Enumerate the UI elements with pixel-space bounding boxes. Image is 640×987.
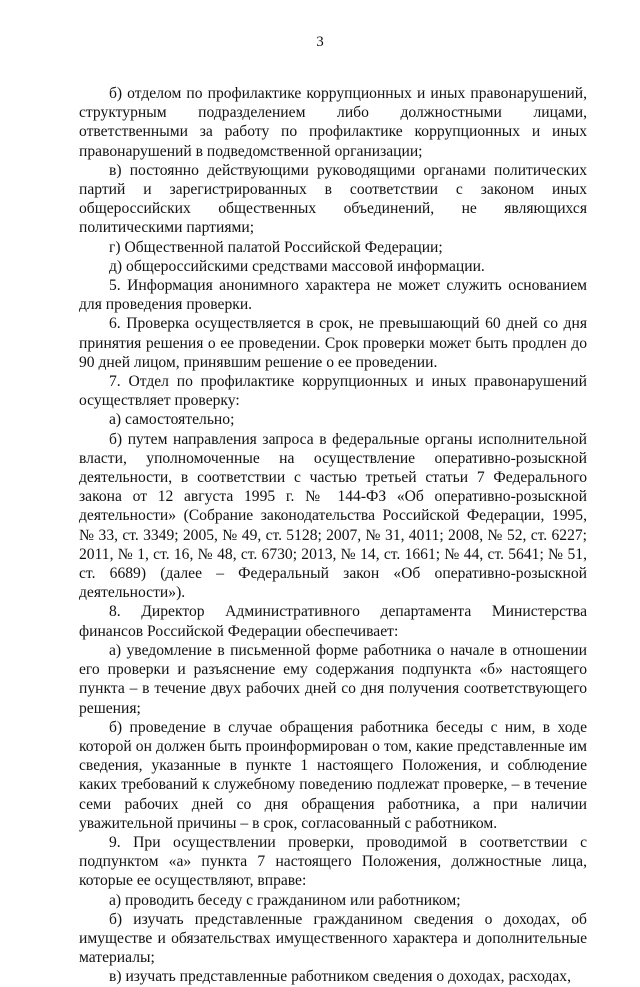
paragraph: 9. При осуществлении проверки, проводимой в соответствии с подпунктом «а» пункта 7 настоящего Положения, должностные лица, которые ее осуществляют, вправе: [79, 833, 587, 890]
paragraph: 7. Отдел по профилактике коррупционных и иных правонарушений осуществляет проверку: [79, 373, 587, 410]
paragraph: 8. Директор Административного департамента Министерства финансов Российской Федерации обеспечивает: [79, 603, 587, 640]
paragraph: б) проведение в случае обращения работника беседы с ним, в ходе которой он должен быть проинформирован о том, какие представленные им сведения, указанные в пункте 1 настоящего Положения, и соблюдение каких требований к служебному поведению подлежат проверке, – в течение семи рабочих дней со дня обращения работника, а при наличии уважительной причины – в срок, согласованный с работником. [79, 718, 587, 832]
paragraph: в) изучать представленные работником сведения о доходах, расходах, [109, 968, 571, 986]
paragraph: д) общероссийскими средствами массовой информации. [109, 257, 485, 275]
paragraph: г) Общественной палатой Российской Федерации; [109, 238, 443, 256]
paragraph: б) путем направления запроса в федеральные органы исполнительной власти, уполномоченные на осуществление оперативно-розыскной деятельности, в соответствии с частью третьей статьи 7 Федерального закона от 12 августа 1995 г. № 144-ФЗ «Об оперативно-розыскной деятельности» (Собрание законодательства Российской Федерации, 1995, № 33, ст. 3349; 2005, № 49, ст. 5128; 2007, № 31, 4011; 2008, № 52, ст. 6227; 2011, № 1, ст. 16, № 48, ст. 6730; 2013, № 14, ст. 1661; № 44, ст. 5641; № 51, ст. 6689) (далее – Федеральный закон «Об оперативно-розыскной деятельности»). [79, 430, 587, 602]
paragraph: 6. Проверка осуществляется в срок, не превышающий 60 дней со дня принятия решения о ее проведении. Срок проверки может быть продлен до 90 дней лицом, принявшим решение о ее проведении. [79, 315, 587, 371]
paragraph: б) изучать представленные гражданином сведения о доходах, об имуществе и обязательствах имущественного характера и дополнительные материалы; [79, 910, 587, 967]
paragraph: а) уведомление в письменной форме работника о начале в отношении его проверки и разъяснение ему содержания подпункта «б» настоящего пункта – в течение двух рабочих дней со дня получения соответствующего решения; [79, 641, 587, 717]
paragraph: 5. Информация анонимного характера не может служить основанием для проведения проверки. [79, 277, 587, 314]
paragraph: а) проводить беседу с гражданином или работником; [109, 891, 461, 909]
document-body [79, 84, 587, 987]
paragraph: в) постоянно действующими руководящими органами политических партий и зарегистрированных в соответствии с законом иных общероссийских общественных объединений, не являющихся политическими партиями; [79, 161, 587, 237]
page-number: 3 [316, 34, 324, 50]
paragraph: б) отделом по профилактике коррупционных и иных правонарушений, структурным подразделением либо должностными лицами, ответственными за работу по профилактике коррупционных и иных правонарушений в подведомственной организации; [79, 85, 587, 160]
paragraph: а) самостоятельно; [109, 411, 235, 429]
